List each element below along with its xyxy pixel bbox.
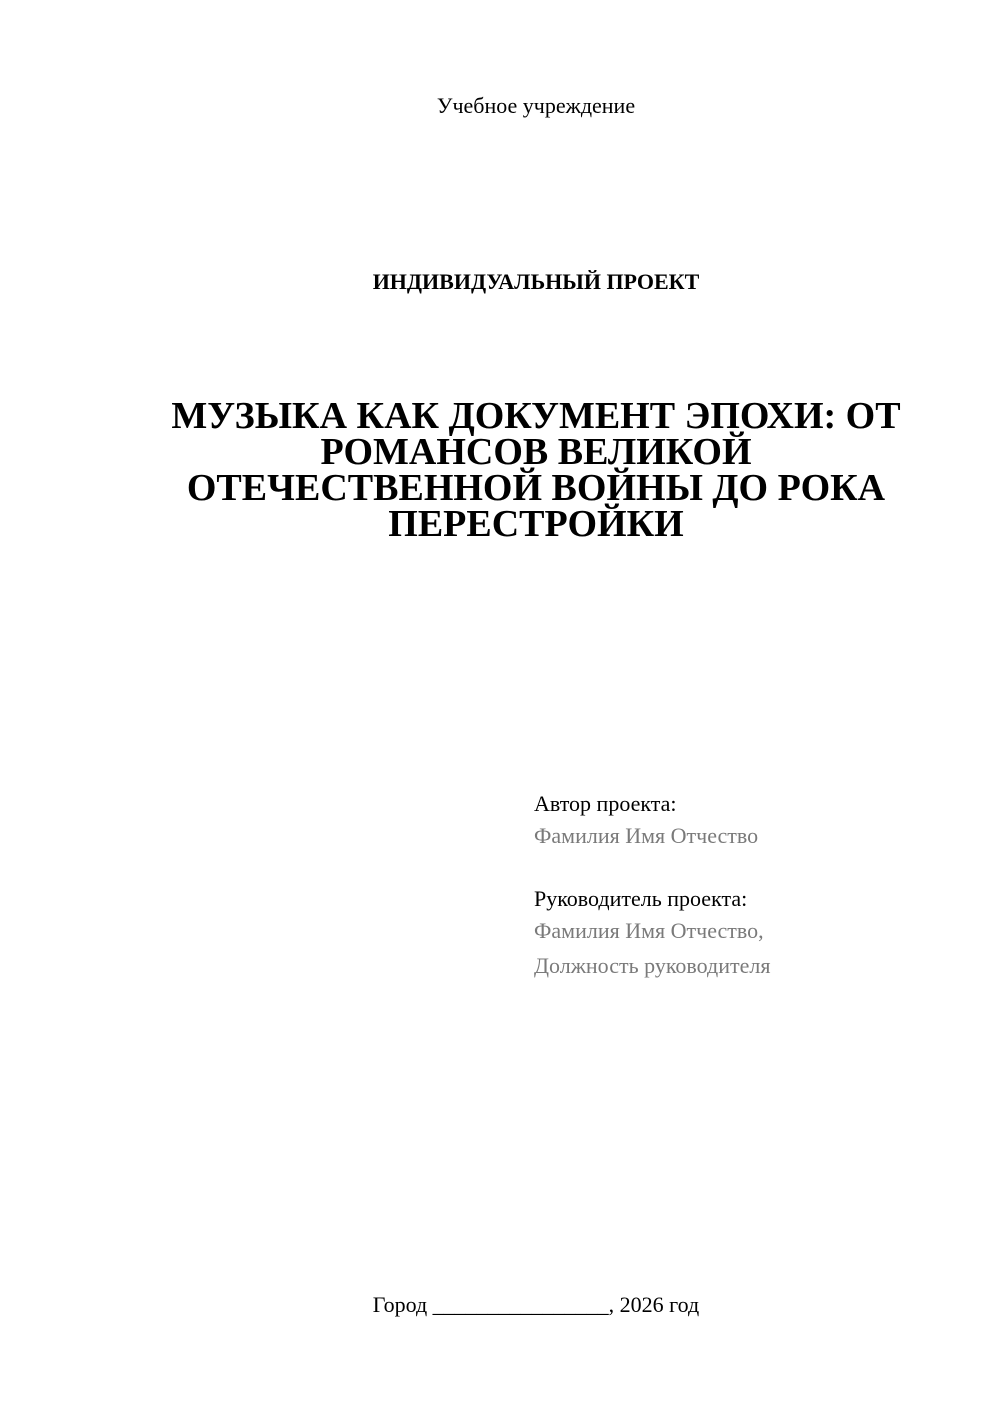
institution-name: Учебное учреждение — [436, 93, 636, 118]
authors-block — [534, 790, 974, 983]
supervisor-label: Руководитель проекта: — [534, 886, 748, 911]
project-title — [160, 395, 912, 545]
author-label: Автор проекта: — [534, 791, 677, 816]
author-name: Фамилия Имя Отчество — [534, 823, 759, 848]
project-type-heading: ИНДИВИДУАЛЬНЫЙ ПРОЕКТ — [372, 269, 700, 294]
authors-spacer — [534, 853, 974, 885]
project-title-line-3: ОТЕЧЕСТВЕННОЙ ВОЙНЫ ДО РОКА — [186, 467, 886, 509]
project-title-line-2: РОМАНСОВ ВЕЛИКОЙ — [320, 431, 752, 473]
supervisor-position: Должность руководителя — [534, 953, 771, 978]
city-year-line: Город ________________, 2026 год — [372, 1292, 700, 1317]
project-title-line-4: ПЕРЕСТРОЙКИ — [388, 503, 684, 545]
supervisor-name: Фамилия Имя Отчество, — [534, 918, 764, 943]
project-title-line-1: МУЗЫКА КАК ДОКУМЕНТ ЭПОХИ: ОТ — [171, 395, 901, 437]
